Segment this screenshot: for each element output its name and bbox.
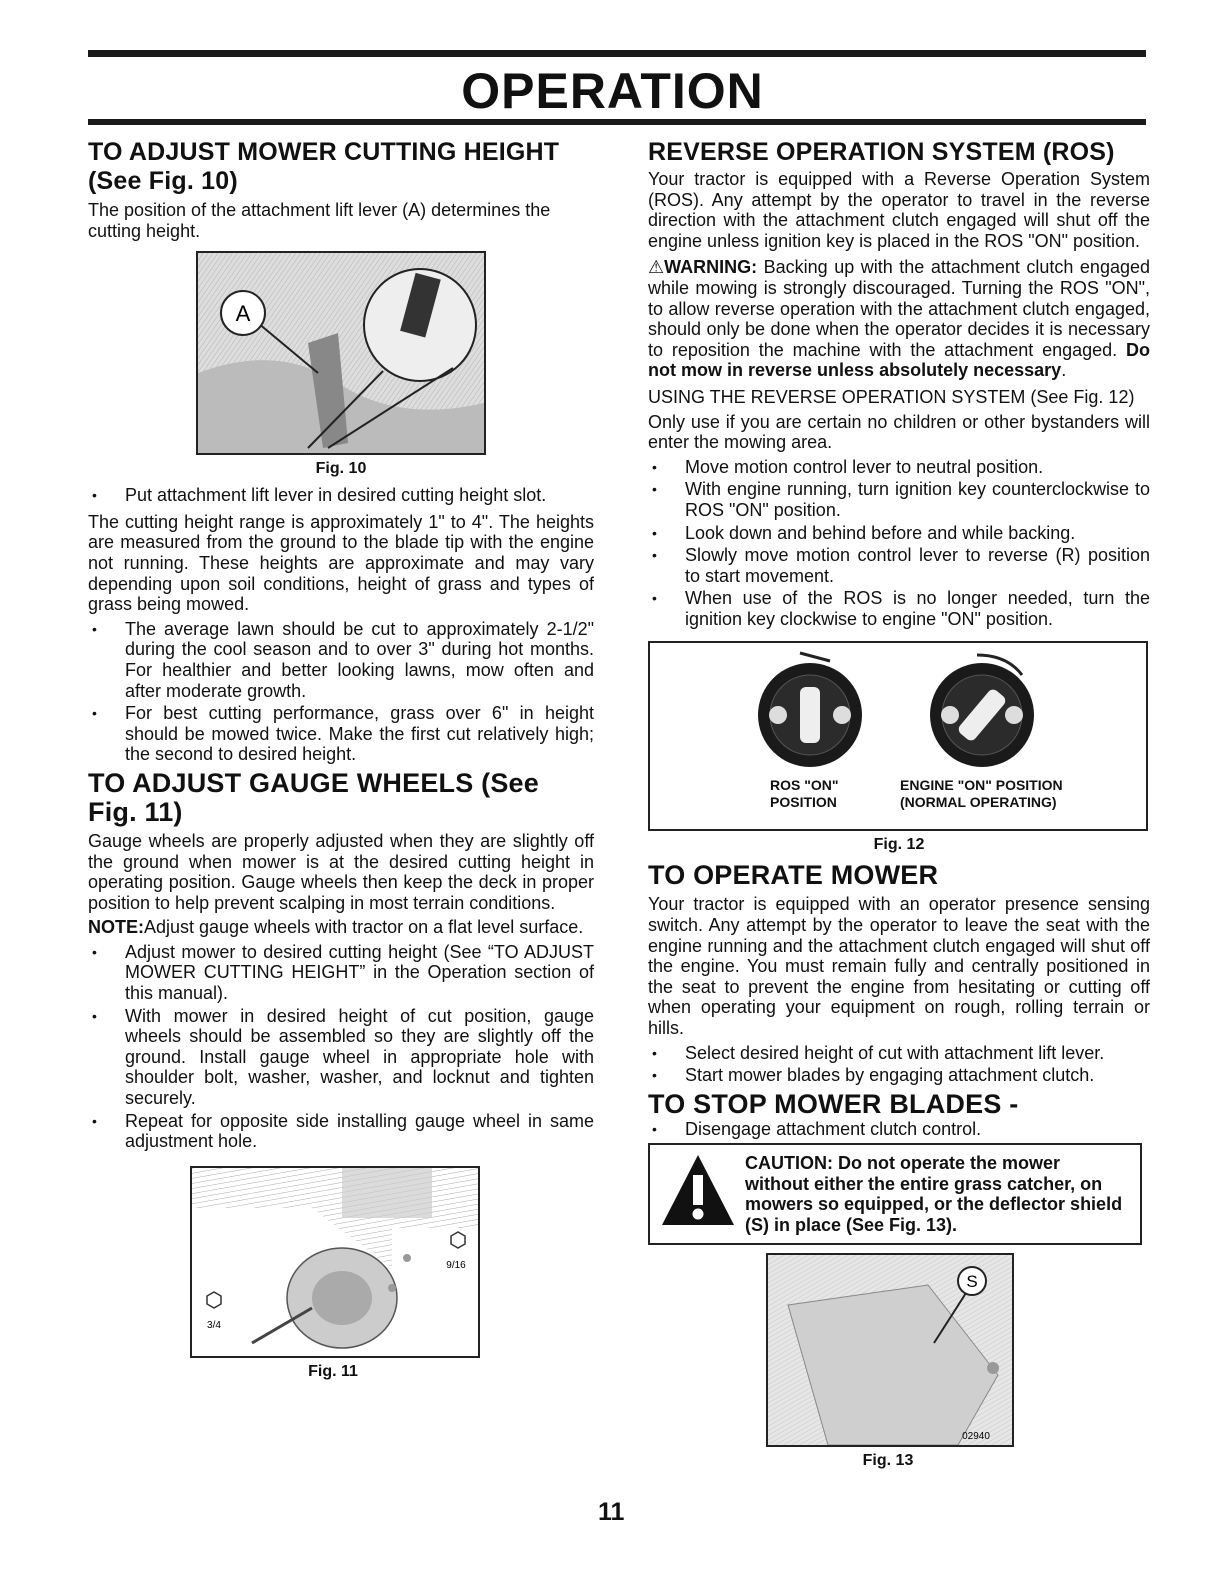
right-column xyxy=(648,138,1150,1477)
fig12-label-engine xyxy=(900,777,1063,811)
heading-cutting-height-sub: (See Fig. 10) xyxy=(88,167,238,195)
fig12-label-engine-line1: ENGINE "ON" POSITION xyxy=(900,777,1063,794)
gauge-wheels-paragraph: Gauge wheels are properly adjusted when they are slightly off the ground when mower is at the desired cutting height in operating position. Gauge wheels then keep the deck in proper position to help prevent scalping in most terrain conditions. xyxy=(88,830,594,913)
heading-ros: REVERSE OPERATION SYSTEM (ROS) xyxy=(648,138,1115,166)
fig12-label-ros-line2: POSITION xyxy=(770,794,837,811)
bullet-list-operate xyxy=(648,1043,1150,1086)
operate-mower-paragraph: Your tractor is equipped with an operator presence sensing switch. Any attempt by the operator to leave the seat with the engine running and the attachment clutch engaged will shut off the engine. You must remain fully and centrally positioned in the seat to prevent the engine from hesitating or cutting off when operating your equipment on rough, rolling terrain or hills. xyxy=(648,894,1150,1039)
lift-lever-illustration xyxy=(198,253,484,453)
bullet-list-gauge xyxy=(88,942,594,1152)
fig12-label-engine-line2: (NORMAL OPERATING) xyxy=(900,794,1057,811)
warning-end: . xyxy=(1061,360,1067,381)
using-ros-heading: USING THE REVERSE OPERATION SYSTEM (See Fig. 12) xyxy=(648,386,1135,407)
heading-stop-blades: TO STOP MOWER BLADES - xyxy=(648,1088,1019,1119)
ignition-switch-illustration xyxy=(650,643,1146,773)
caution-box xyxy=(648,1143,1142,1245)
caution-text: CAUTION: Do not operate the mower without either the entire grass catcher, on mowers so equipped, or the deflector shield (S) in place (See Fig. 13). xyxy=(745,1153,1123,1235)
fig12-label-ros-line1: ROS "ON" xyxy=(770,777,839,794)
deflector-shield-illustration xyxy=(768,1255,1012,1445)
page-number: 11 xyxy=(598,1498,625,1526)
fig11-label-3-4: 3/4 xyxy=(207,1319,221,1331)
cutting-height-intro: The position of the attachment lift lever (A) determines the cutting height. xyxy=(88,200,551,241)
heading-operate-mower: TO OPERATE MOWER xyxy=(648,860,939,891)
list-item: • Disengage attachment clutch control. xyxy=(648,1119,1150,1140)
list-item: • Repeat for opposite side installing gauge wheel in same adjustment hole. xyxy=(88,1111,594,1152)
ros-paragraph: Your tractor is equipped with a Reverse Operation System (ROS). Any attempt by the operator to travel in the reverse direction with the attachment clutch engaged will shut off the engine unless ignition key is placed in the ROS "ON" position. xyxy=(648,169,1150,251)
bullet-list-stop xyxy=(648,1119,1150,1140)
warning-text: Backing up with the attachment clutch engaged while mowing is strongly discouraged. Turning the ROS "ON", to allow reverse operation with the attachment clutch engaged, should only be done when the operator decides it is necessary to reposition the machine with the attachment engaged. xyxy=(648,257,1150,360)
fig12-label-ros xyxy=(770,777,839,811)
caution-triangle-icon xyxy=(660,1153,736,1229)
figure-12-caption: Fig. 12 xyxy=(873,836,925,854)
list-item: • When use of the ROS is no longer needed, turn the ignition key clockwise to engine "ON" position. xyxy=(648,588,1150,629)
list-item: • With engine running, turn ignition key counterclockwise to ROS "ON" position. xyxy=(648,479,1150,520)
gauge-wheel-illustration xyxy=(192,1168,478,1356)
engine-on-switch xyxy=(930,655,1034,767)
cutting-range-paragraph: The cutting height range is approximately 1" to 4". The heights are measured from the ground to the blade tip with the engine not running. These heights are approximate and may vary depending upon soil conditions, height of grass and types of grass being mowed. xyxy=(88,511,594,615)
list-item: • Start mower blades by engaging attachment clutch. xyxy=(648,1065,1150,1086)
fig13-code: 02940 xyxy=(962,1431,990,1443)
list-item: • Look down and behind before and while backing. xyxy=(648,523,1150,544)
heading-gauge-wheels: TO ADJUST GAUGE WHEELS (See Fig. 11) xyxy=(88,767,539,827)
fig11-label-9-16: 9/16 xyxy=(446,1259,466,1271)
list-item: • Adjust mower to desired cutting height (See “TO ADJUST MOWER CUTTING HEIGHT” in the Operation section of this manual). xyxy=(88,942,594,1004)
bullet-list-lawn xyxy=(88,619,594,765)
note-text: Adjust gauge wheels with tractor on a flat level surface. xyxy=(144,917,584,938)
list-item: • For best cutting performance, grass over 6" in height should be mowed twice. Make the first cut relatively high; the second to desired height. xyxy=(88,703,594,765)
fig13-callout-s: S xyxy=(966,1272,978,1292)
left-column xyxy=(88,138,594,1388)
note-paragraph xyxy=(88,917,594,938)
note-label: NOTE: xyxy=(88,917,144,938)
list-item: • Move motion control lever to neutral position. xyxy=(648,457,1150,478)
list-item: • The average lawn should be cut to approximately 2-1/2" during the cool season and to over 3" during hot months. For healthier and better looking lawns, mow often and after moderate growth. xyxy=(88,619,594,701)
list-item: • Put attachment lift lever in desired cutting height slot. xyxy=(88,485,594,506)
figure-12 xyxy=(648,641,1148,831)
warning-label: WARNING: xyxy=(664,257,758,278)
warning-bold-text: Do not mow in reverse unless absolutely necessary xyxy=(648,339,1150,381)
fig10-callout-a: A xyxy=(235,301,251,327)
figure-11 xyxy=(190,1166,480,1358)
title-rule xyxy=(88,119,1146,125)
figure-13 xyxy=(766,1253,1014,1447)
page-title: OPERATION xyxy=(461,63,764,119)
ros-on-switch xyxy=(758,653,862,767)
bullet-list-ros xyxy=(648,457,1150,630)
warning-paragraph xyxy=(648,257,1150,381)
heading-cutting-height: TO ADJUST MOWER CUTTING HEIGHT xyxy=(88,138,560,166)
figure-11-caption: Fig. 11 xyxy=(308,1362,358,1380)
only-use-paragraph: Only use if you are certain no children or other bystanders will enter the mowing area. xyxy=(648,411,1150,453)
warning-label-wrap xyxy=(648,257,757,277)
list-item: • Slowly move motion control lever to reverse (R) position to start movement. xyxy=(648,545,1150,586)
bullet-list-put xyxy=(88,485,594,506)
top-rule xyxy=(88,50,1146,57)
list-item: • With mower in desired height of cut position, gauge wheels should be assembled so they are slightly off the ground. Install gauge wheel in appropriate hole with shoulder bolt, washer, washer, and locknut and tighten securely. xyxy=(88,1006,594,1109)
list-item: • Select desired height of cut with attachment lift lever. xyxy=(648,1043,1150,1064)
figure-13-caption: Fig. 13 xyxy=(862,1452,914,1470)
warning-triangle-icon: ⚠ xyxy=(648,257,665,278)
figure-10 xyxy=(196,251,486,455)
figure-10-caption: Fig. 10 xyxy=(315,460,367,478)
